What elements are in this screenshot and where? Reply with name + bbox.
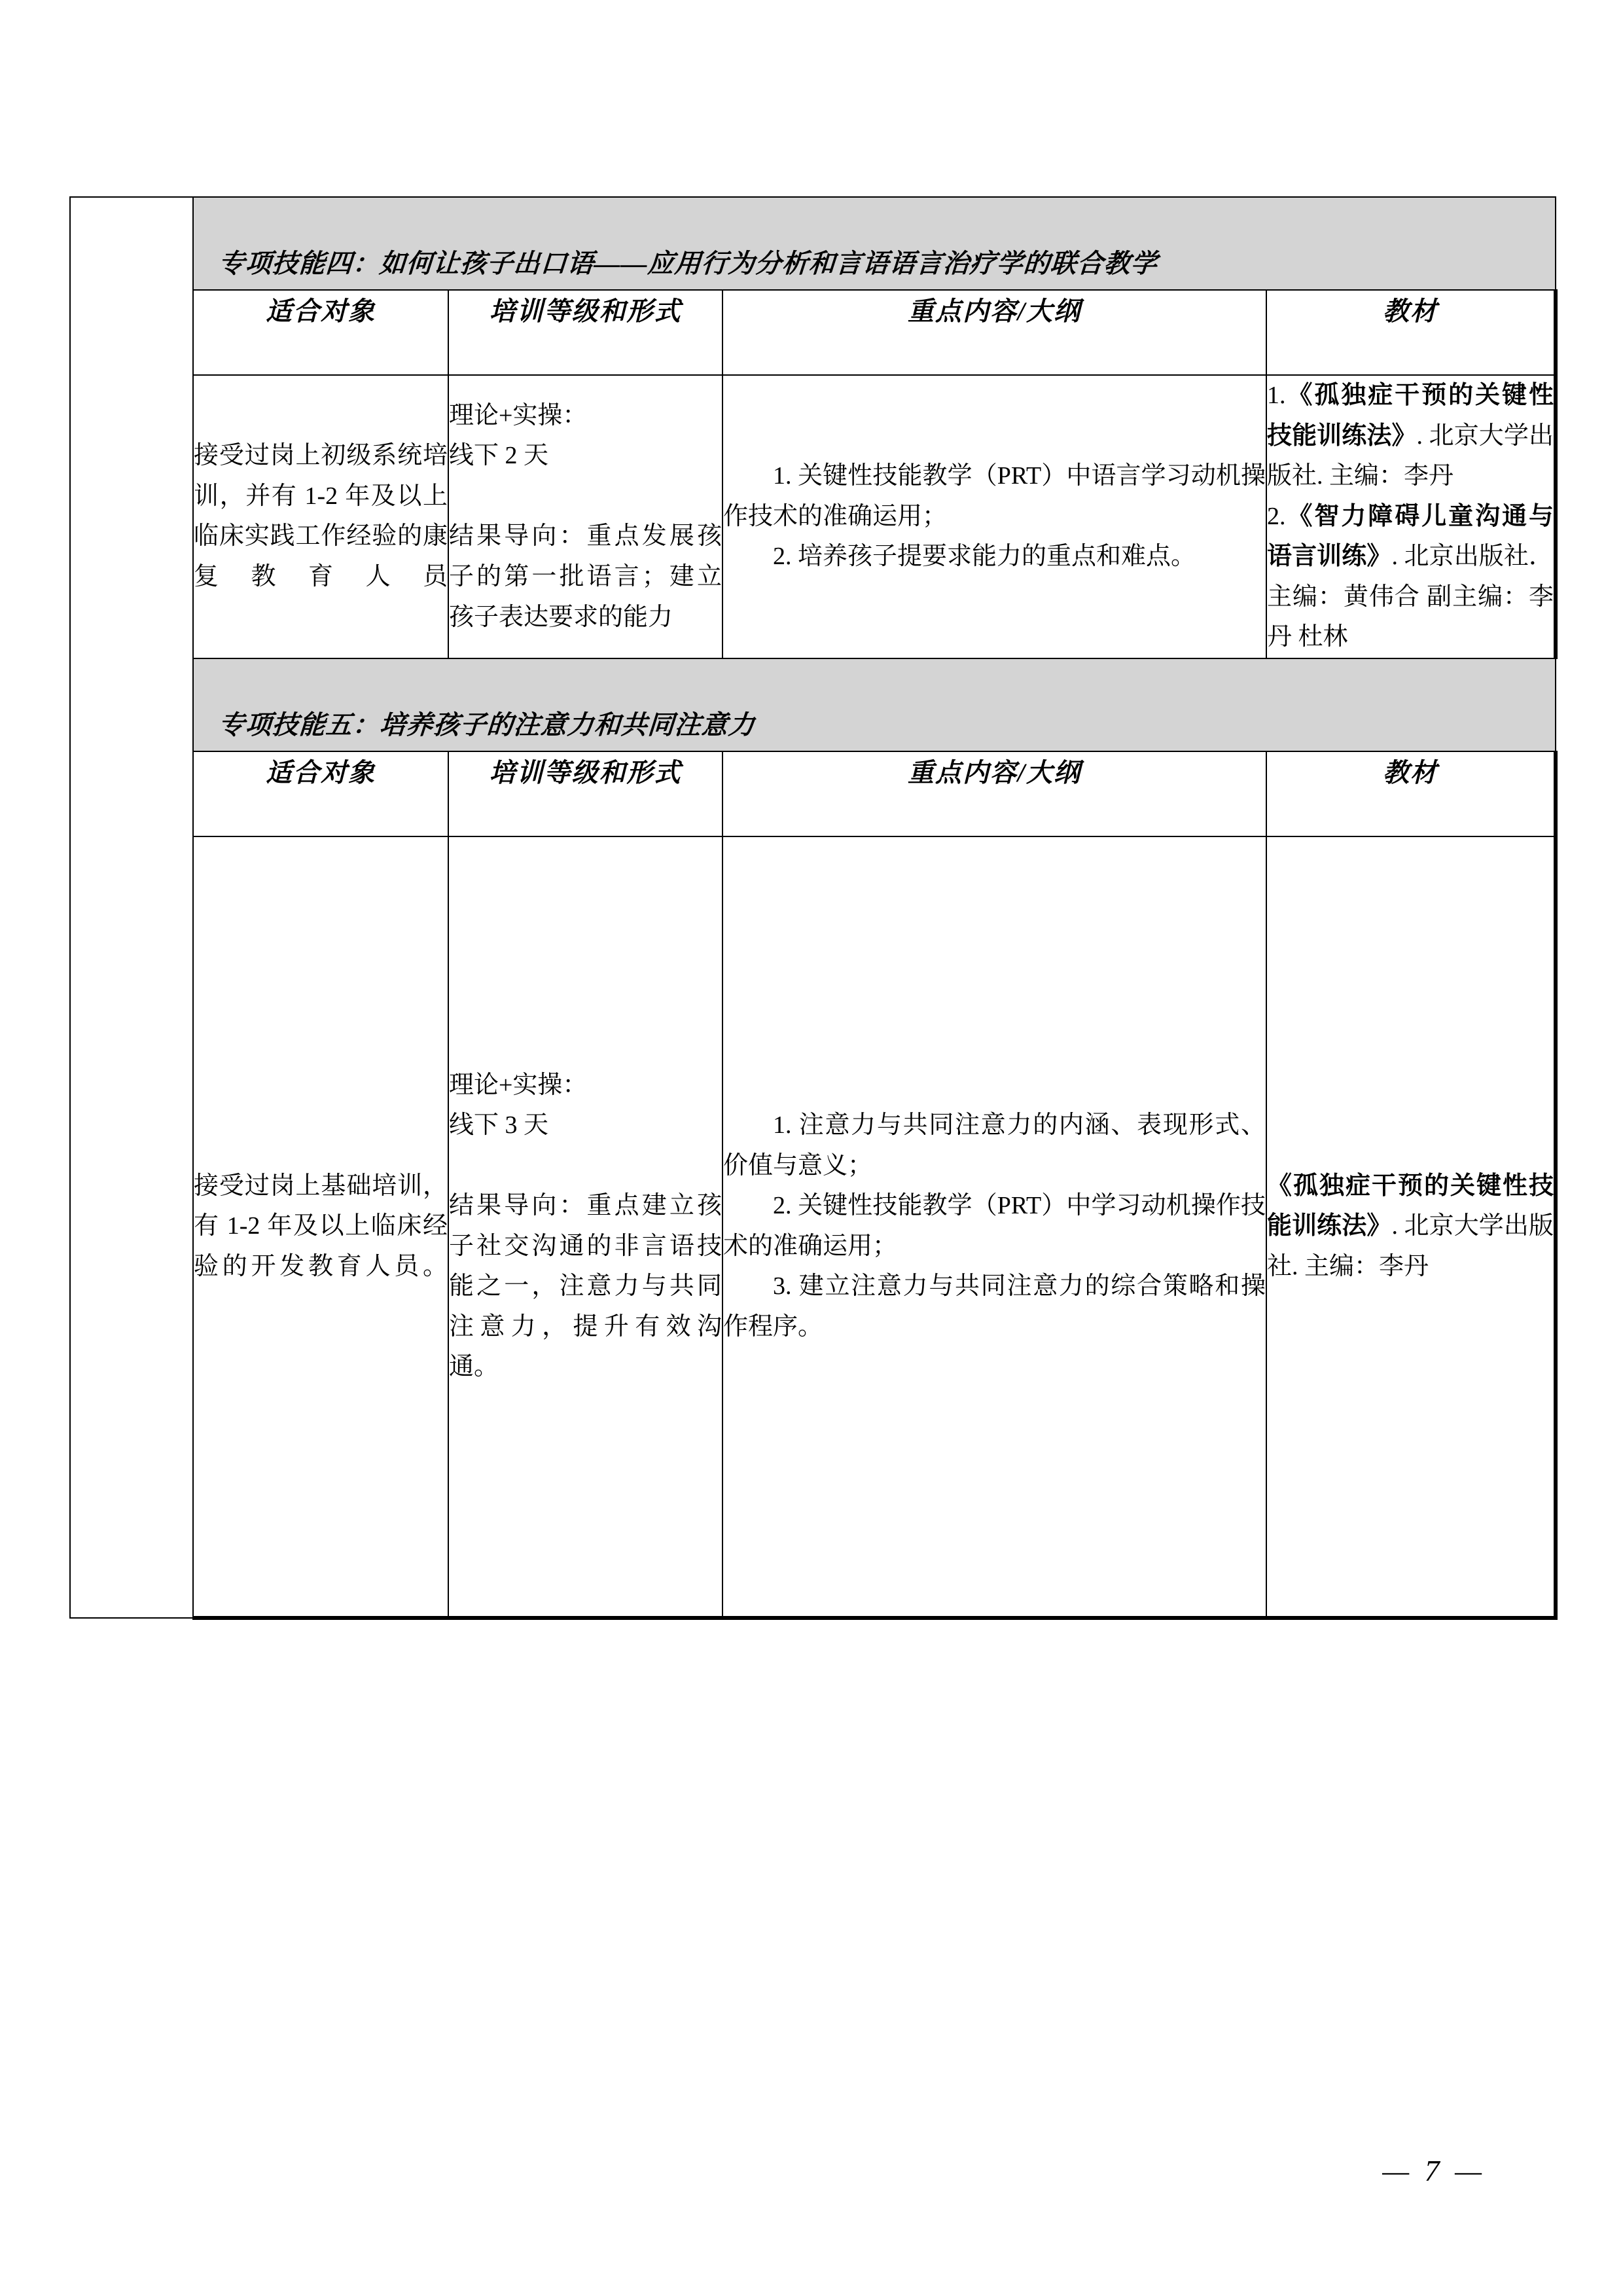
cell-materials-1 <box>1266 375 1556 658</box>
column-header-audience-2: 适合对象 <box>193 751 448 836</box>
audience-text-1: 接受过岗上初级系统培训，并有 1-2 年及以上临床实践工作经验的康复教育人员 <box>194 442 448 590</box>
column-header-row-2 <box>70 751 1556 836</box>
material-entry <box>1267 1166 1554 1287</box>
table-row <box>70 836 1556 1618</box>
section-4-title-band <box>193 197 1556 290</box>
cell-format-1 <box>448 375 722 658</box>
page-number: — 7 — <box>1382 2154 1486 2187</box>
section-title-row <box>70 197 1556 290</box>
outline-item: 2. 关键性技能教学（PRT）中学习动机操作技术的准确运用； <box>723 1192 1266 1260</box>
training-program-table <box>69 196 1558 1620</box>
column-header-audience-1: 适合对象 <box>193 290 448 375</box>
material-publisher: . 北京大学出版社. 主编：李丹 <box>1267 422 1554 490</box>
format-gap-2 <box>449 1146 722 1187</box>
material-entry <box>1267 497 1554 658</box>
column-header-materials-1: 教材 <box>1266 290 1556 375</box>
cell-format-2 <box>448 836 722 1618</box>
outline-item: 3. 建立注意力与共同注意力的综合策略和操作程序。 <box>723 1272 1266 1340</box>
material-title: 《孤独症干预的关键性技能训练法》 <box>1267 382 1554 450</box>
outline-item: 2. 培养孩子提要求能力的重点和难点。 <box>773 543 1196 571</box>
column-header-format-1: 培训等级和形式 <box>448 290 722 375</box>
cell-audience-1 <box>193 375 448 658</box>
format-outcome-2: 结果导向：重点建立孩子社交沟通的非言语技能之一，注意力与共同注意力，提升有效沟通。 <box>449 1192 722 1381</box>
section-4-title-text: 专项技能四：如何让孩子出口语——应用行为分析和言语语言治疗学的联合教学 <box>217 249 1159 278</box>
format-mode-1: 理论+实操： <box>449 401 588 429</box>
section-title-row <box>70 658 1556 751</box>
material-title: 《智力障碍儿童沟通与语言训练》 <box>1267 502 1554 571</box>
format-duration-1: 线下 2 天 <box>449 442 549 470</box>
format-outcome-1: 结果导向：重点发展孩子的第一批语言；建立孩子表达要求的能力 <box>449 522 722 631</box>
format-duration-2: 线下 3 天 <box>449 1111 549 1139</box>
material-publisher: . 北京出版社． 主编：黄伟合 副主编：李丹 杜林 <box>1267 543 1554 651</box>
material-entry <box>1267 376 1554 497</box>
column-header-outline-2: 重点内容/大纲 <box>722 751 1266 836</box>
audience-text-2: 接受过岗上基础培训，有 1-2 年及以上临床经验的开发教育人员。 <box>194 1172 448 1280</box>
column-header-outline-1: 重点内容/大纲 <box>722 290 1266 375</box>
material-publisher: . 北京大学出版社. 主编：李丹 <box>1267 1212 1554 1280</box>
material-index: 1. <box>1267 382 1286 409</box>
material-index: 2. <box>1267 502 1286 530</box>
table-row <box>70 375 1556 658</box>
outline-item: 1. 关键性技能教学（PRT）中语言学习动机操作技术的准确运用； <box>723 462 1266 530</box>
outline-item: 1. 注意力与共同注意力的内涵、表现形式、价值与意义； <box>723 1111 1266 1179</box>
cell-materials-2 <box>1266 836 1556 1618</box>
column-header-row-1 <box>70 290 1556 375</box>
material-title: 《孤独症干预的关键性技能训练法》 <box>1267 1172 1554 1240</box>
section-5-title-band <box>193 658 1556 751</box>
left-spacer-cell <box>70 197 193 1618</box>
cell-audience-2 <box>193 836 448 1618</box>
column-header-format-2: 培训等级和形式 <box>448 751 722 836</box>
format-mode-2: 理论+实操： <box>449 1071 588 1099</box>
cell-outline-2 <box>722 836 1266 1618</box>
format-gap-1 <box>449 476 722 517</box>
section-5-title-text: 专项技能五：培养孩子的注意力和共同注意力 <box>217 709 757 740</box>
cell-outline-1 <box>722 375 1266 658</box>
column-header-materials-2: 教材 <box>1266 751 1556 836</box>
